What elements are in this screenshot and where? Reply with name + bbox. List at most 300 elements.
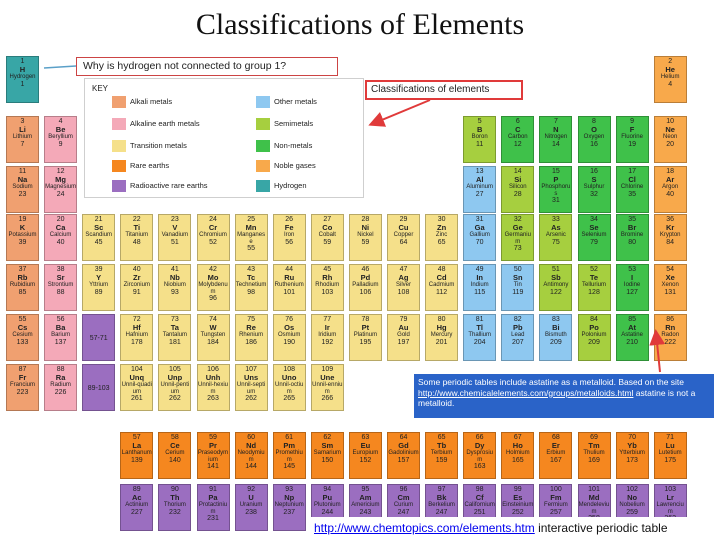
element-number: 60 bbox=[247, 434, 255, 441]
element-name: Titanium bbox=[125, 231, 149, 238]
element-symbol: He bbox=[665, 64, 675, 74]
element-cell bbox=[501, 116, 534, 163]
element-name: Technetium bbox=[235, 281, 267, 288]
element-number: 4 bbox=[58, 118, 63, 125]
element-number: 52 bbox=[590, 266, 598, 273]
element-cell bbox=[425, 264, 458, 311]
element-number: 90 bbox=[170, 486, 179, 493]
element-cell bbox=[578, 214, 611, 261]
element-number: 38 bbox=[56, 266, 65, 273]
element-mass: 1 bbox=[20, 80, 25, 88]
element-name: Lawrencium bbox=[656, 501, 684, 515]
element-symbol: Yb bbox=[627, 440, 637, 450]
element-symbol: Pb bbox=[513, 322, 523, 332]
element-symbol: Th bbox=[170, 492, 180, 502]
element-name: Helium bbox=[660, 73, 680, 80]
hydrogen-question-text: Why is hydrogen not connected to group 1? bbox=[83, 60, 287, 72]
element-number: 28 bbox=[361, 216, 370, 223]
element-symbol: In bbox=[476, 272, 484, 282]
element-mass: 84 bbox=[666, 238, 675, 246]
element-mass: 137 bbox=[54, 338, 67, 346]
element-cell bbox=[539, 264, 572, 311]
element-symbol: Re bbox=[246, 322, 256, 332]
element-symbol: Sm bbox=[321, 440, 334, 450]
element-cell bbox=[349, 214, 382, 261]
element-cell bbox=[120, 432, 153, 479]
legend-label: Transition metals bbox=[130, 141, 187, 150]
element-number: 73 bbox=[170, 316, 179, 323]
element-number: 29 bbox=[399, 216, 408, 223]
element-symbol: Fm bbox=[550, 492, 562, 502]
element-cell bbox=[425, 214, 458, 261]
element-name: Strontium bbox=[47, 281, 74, 288]
element-cell bbox=[539, 432, 572, 479]
element-mass: 39 bbox=[18, 238, 27, 246]
element-name: Iron bbox=[284, 231, 295, 238]
element-number: 77 bbox=[323, 316, 332, 323]
element-number: 25 bbox=[247, 216, 255, 223]
element-cell bbox=[197, 214, 230, 261]
element-cell bbox=[501, 214, 534, 261]
legend-label: Other metals bbox=[274, 97, 317, 106]
element-name: Radon bbox=[661, 331, 680, 338]
element-name: Cerium bbox=[165, 449, 185, 456]
element-cell bbox=[158, 314, 191, 361]
element-mass: 247 bbox=[397, 508, 410, 516]
element-number: 68 bbox=[551, 434, 560, 441]
element-name: Fluorine bbox=[621, 133, 643, 140]
element-name: Unnil-septium bbox=[236, 381, 266, 395]
element-number: 79 bbox=[399, 316, 408, 323]
element-cell bbox=[158, 364, 191, 411]
element-cell bbox=[311, 214, 344, 261]
element-mass: 106 bbox=[359, 288, 372, 296]
element-cell bbox=[44, 214, 77, 261]
element-cell bbox=[235, 314, 268, 361]
element-number: 80 bbox=[437, 316, 446, 323]
element-mass: 40 bbox=[666, 190, 675, 198]
element-symbol: W bbox=[209, 322, 217, 332]
element-number: 5 bbox=[477, 118, 482, 125]
element-name: Chlorine bbox=[620, 183, 644, 190]
metalloids-link[interactable]: http://www.chemicalelements.com/groups/metalloids.html bbox=[418, 387, 634, 398]
element-mass: 186 bbox=[245, 338, 257, 346]
element-mass: 145 bbox=[283, 463, 296, 471]
element-cell bbox=[235, 264, 268, 311]
element-symbol: Sn bbox=[513, 272, 523, 282]
element-name: Rhodium bbox=[315, 281, 340, 288]
element-name: Rhenium bbox=[239, 331, 264, 338]
element-number: 47 bbox=[399, 266, 408, 273]
element-cell bbox=[654, 314, 687, 361]
element-symbol: Zn bbox=[437, 222, 447, 232]
legend-swatch bbox=[256, 118, 270, 130]
element-cell bbox=[349, 264, 382, 311]
element-name: Unnil-ennium bbox=[312, 381, 343, 395]
element-symbol: Pa bbox=[208, 492, 218, 502]
element-symbol: Cd bbox=[436, 272, 447, 282]
element-number: 22 bbox=[132, 216, 141, 223]
element-number: 69 bbox=[590, 434, 598, 441]
classifications-callout bbox=[365, 80, 523, 100]
element-cell bbox=[311, 314, 344, 361]
element-name: Praseodymium bbox=[197, 449, 229, 463]
element-cell bbox=[197, 432, 230, 479]
element-symbol: Ta bbox=[170, 322, 179, 332]
element-name: Silicon bbox=[508, 183, 527, 190]
element-number: 6 bbox=[515, 118, 520, 125]
element-name: Neon bbox=[663, 133, 678, 140]
element-symbol: K bbox=[19, 222, 26, 232]
element-mass: 167 bbox=[550, 456, 562, 464]
element-number: 32 bbox=[513, 216, 522, 223]
element-mass: 207 bbox=[511, 338, 524, 346]
element-name: Tellurium bbox=[581, 281, 606, 288]
element-symbol: Tc bbox=[246, 272, 256, 282]
element-name: Mendelevium bbox=[578, 501, 610, 515]
element-name: Californium bbox=[464, 501, 495, 508]
element-cell bbox=[501, 432, 534, 479]
element-symbol: Es bbox=[513, 492, 523, 502]
element-name: Krypton bbox=[659, 231, 681, 238]
element-mass: 163 bbox=[473, 463, 486, 471]
element-number: 33 bbox=[551, 216, 560, 223]
element-name: Unnil-quadium bbox=[121, 381, 152, 395]
element-cell bbox=[578, 264, 611, 311]
element-number: 54 bbox=[666, 266, 675, 273]
element-symbol: Te bbox=[589, 272, 599, 282]
element-name: Francium bbox=[9, 381, 35, 388]
element-name: Lead bbox=[511, 331, 525, 338]
element-cell bbox=[616, 116, 649, 163]
element-name: Antimony bbox=[543, 281, 569, 288]
legend-swatch bbox=[256, 180, 270, 192]
element-number: 66 bbox=[475, 434, 484, 441]
element-number: 43 bbox=[247, 266, 255, 273]
element-cell bbox=[158, 264, 191, 311]
element-cell bbox=[6, 264, 39, 311]
element-symbol: Xe bbox=[665, 272, 675, 282]
element-number: 8 bbox=[592, 118, 596, 125]
element-mass: 108 bbox=[397, 288, 410, 296]
element-name: Gallium bbox=[469, 231, 490, 238]
element-number: 96 bbox=[399, 486, 408, 493]
element-cell bbox=[654, 166, 687, 213]
legend-swatch bbox=[112, 96, 126, 108]
element-name: Holmium bbox=[505, 449, 530, 456]
element-mass: 131 bbox=[664, 288, 677, 296]
element-symbol: Se bbox=[589, 222, 599, 232]
element-mass: 96 bbox=[209, 295, 217, 303]
element-mass: 19 bbox=[628, 140, 636, 148]
element-mass: 79 bbox=[590, 238, 598, 246]
element-mass: 169 bbox=[588, 456, 600, 464]
element-number: 48 bbox=[437, 266, 446, 273]
element-symbol: Rh bbox=[322, 272, 333, 282]
element-symbol: Fr bbox=[18, 372, 27, 382]
footer-text: interactive periodic table bbox=[534, 521, 668, 535]
element-mass: 226 bbox=[54, 388, 67, 396]
element-symbol: Cr bbox=[208, 222, 218, 232]
element-number: 46 bbox=[361, 266, 370, 273]
element-number: 63 bbox=[361, 434, 370, 441]
element-name: Copper bbox=[393, 231, 414, 238]
element-cell bbox=[463, 214, 496, 261]
element-number: 23 bbox=[170, 216, 179, 223]
element-mass: 150 bbox=[321, 456, 334, 464]
element-name: Fermium bbox=[544, 501, 568, 508]
element-number: 53 bbox=[628, 266, 636, 273]
element-number: 24 bbox=[209, 216, 217, 223]
element-cell bbox=[44, 116, 77, 163]
element-symbol: Tl bbox=[476, 322, 484, 332]
element-symbol: Ga bbox=[474, 222, 485, 232]
element-name: Iodine bbox=[623, 281, 641, 288]
element-mass: 223 bbox=[16, 388, 29, 396]
element-name: Neodymium bbox=[237, 449, 265, 463]
element-mass: 112 bbox=[436, 288, 448, 296]
legend-label: Hydrogen bbox=[274, 181, 307, 190]
element-symbol: Au bbox=[398, 322, 409, 332]
element-mass: 24 bbox=[56, 190, 65, 198]
element-mass: 262 bbox=[245, 395, 257, 403]
element-number: 31 bbox=[475, 216, 484, 223]
element-name: Americium bbox=[351, 501, 380, 508]
element-name: Gold bbox=[397, 331, 410, 338]
element-mass: 98 bbox=[247, 288, 255, 296]
element-number: 108 bbox=[283, 366, 296, 373]
element-mass: 89 bbox=[94, 288, 103, 296]
element-symbol: Dy bbox=[474, 440, 485, 450]
element-number: 104 bbox=[130, 366, 143, 373]
element-cell bbox=[539, 166, 572, 213]
element-mass: 238 bbox=[245, 508, 257, 516]
element-number: 57 bbox=[132, 434, 141, 441]
element-symbol: Ce bbox=[170, 440, 180, 450]
element-symbol: Br bbox=[627, 222, 637, 232]
element-symbol: Pr bbox=[209, 440, 217, 450]
chemtopics-link[interactable]: http://www.chemtopics.com/elements.htm bbox=[314, 521, 535, 535]
legend-swatch bbox=[112, 160, 126, 172]
element-cell bbox=[349, 432, 382, 479]
element-symbol: Sb bbox=[551, 272, 561, 282]
element-cell bbox=[235, 214, 268, 261]
element-mass: 252 bbox=[511, 508, 524, 516]
element-name: Phosphorus bbox=[541, 183, 571, 197]
element-name: Erbium bbox=[546, 449, 566, 456]
element-number: 76 bbox=[285, 316, 294, 323]
element-cell bbox=[425, 432, 458, 479]
element-cell bbox=[235, 432, 268, 479]
element-name: Dysprosium bbox=[466, 449, 494, 463]
element-mass: 56 bbox=[285, 238, 294, 246]
element-mass: 192 bbox=[321, 338, 334, 346]
element-number: 91 bbox=[209, 486, 217, 493]
element-symbol: No bbox=[627, 492, 638, 502]
element-cell bbox=[44, 166, 77, 213]
element-cell bbox=[539, 314, 572, 361]
element-cell bbox=[463, 166, 496, 213]
element-name: Argon bbox=[662, 183, 679, 190]
element-name: Unnil-pentium bbox=[160, 381, 190, 395]
element-name: Germanium bbox=[504, 231, 531, 245]
astatine-note bbox=[414, 374, 714, 418]
element-symbol: N bbox=[553, 124, 559, 134]
element-symbol: Bi bbox=[552, 322, 560, 332]
element-symbol: At bbox=[628, 322, 637, 332]
element-symbol: P bbox=[553, 174, 559, 184]
element-mass: 165 bbox=[511, 456, 524, 464]
element-name: Cadmium bbox=[428, 281, 455, 288]
element-mass: 128 bbox=[588, 288, 600, 296]
element-mass: 175 bbox=[664, 456, 677, 464]
element-symbol: Al bbox=[475, 174, 484, 184]
element-symbol: Pm bbox=[283, 440, 296, 450]
element-number: 58 bbox=[170, 434, 179, 441]
element-mass: 16 bbox=[590, 140, 598, 148]
element-name: Platinum bbox=[353, 331, 378, 338]
element-number: 88 bbox=[56, 366, 65, 373]
element-cell bbox=[44, 364, 77, 411]
element-mass: 209 bbox=[550, 338, 562, 346]
element-symbol: Np bbox=[284, 492, 295, 502]
element-mass: 14 bbox=[551, 140, 560, 148]
element-cell bbox=[44, 264, 77, 311]
element-name: Chromium bbox=[199, 231, 227, 238]
element-name: Promethium bbox=[275, 449, 303, 463]
element-number: 84 bbox=[590, 316, 598, 323]
element-cell bbox=[158, 484, 191, 531]
element-name: Beryllium bbox=[48, 133, 73, 140]
hydrogen-question-callout bbox=[76, 57, 338, 76]
element-mass: 139 bbox=[130, 456, 143, 464]
element-symbol: Ca bbox=[55, 222, 66, 232]
element-name: Xenon bbox=[661, 281, 679, 288]
element-mass: 103 bbox=[321, 288, 334, 296]
element-number: 7 bbox=[553, 118, 558, 125]
element-cell bbox=[311, 264, 344, 311]
element-number: 2 bbox=[668, 58, 673, 65]
element-name: Tantalum bbox=[162, 331, 188, 338]
element-number: 87 bbox=[18, 366, 27, 373]
element-mass: 263 bbox=[207, 395, 219, 403]
element-name: Palladium bbox=[352, 281, 379, 288]
legend-swatch bbox=[112, 140, 126, 152]
element-symbol: Gd bbox=[398, 440, 409, 450]
element-cell bbox=[539, 116, 572, 163]
element-symbol: Cm bbox=[397, 492, 410, 502]
element-number: 39 bbox=[94, 266, 103, 273]
element-cell bbox=[654, 214, 687, 261]
element-symbol: H bbox=[19, 64, 26, 74]
element-symbol: Cu bbox=[398, 222, 409, 232]
element-mass: 88 bbox=[56, 288, 65, 296]
element-number: 1 bbox=[20, 58, 25, 65]
element-mass: 11 bbox=[476, 140, 484, 148]
element-number: 103 bbox=[664, 486, 677, 493]
element-mass: 173 bbox=[626, 456, 638, 464]
element-number: 101 bbox=[588, 486, 600, 493]
element-mass: 59 bbox=[323, 238, 332, 246]
element-name: Curium bbox=[393, 501, 414, 508]
element-symbol: Ge bbox=[512, 222, 523, 232]
element-symbol: V bbox=[172, 222, 178, 232]
element-number: 92 bbox=[247, 486, 255, 493]
element-number: 100 bbox=[550, 486, 562, 493]
element-number: 99 bbox=[513, 486, 522, 493]
element-symbol: Une bbox=[320, 372, 335, 382]
element-mass: 65 bbox=[437, 238, 446, 246]
element-name: Bromine bbox=[620, 231, 644, 238]
element-number: 27 bbox=[323, 216, 332, 223]
element-mass: 231 bbox=[207, 515, 219, 523]
element-name: Gadolinium bbox=[388, 449, 419, 456]
element-name: Carbon bbox=[507, 133, 528, 140]
legend-label: Non-metals bbox=[274, 141, 313, 150]
element-number: 75 bbox=[247, 316, 255, 323]
element-name: Silver bbox=[395, 281, 411, 288]
legend-panel bbox=[84, 78, 364, 198]
element-name: Lanthanum bbox=[121, 449, 152, 456]
element-mass: 115 bbox=[474, 288, 486, 296]
page-title: Classifications of Elements bbox=[195, 8, 525, 41]
element-cell bbox=[616, 166, 649, 213]
element-number: 83 bbox=[551, 316, 560, 323]
element-symbol: Kr bbox=[666, 222, 675, 232]
element-mass: 197 bbox=[397, 338, 410, 346]
element-cell bbox=[578, 116, 611, 163]
element-number: 62 bbox=[323, 434, 332, 441]
element-mass: 4 bbox=[668, 80, 673, 88]
element-symbol: Cf bbox=[475, 492, 484, 502]
element-symbol: Pd bbox=[360, 272, 371, 282]
element-name: Selenium bbox=[581, 231, 607, 238]
element-cell bbox=[158, 432, 191, 479]
element-mass: 127 bbox=[626, 288, 638, 296]
element-name: Cobalt bbox=[318, 231, 336, 238]
element-symbol: Lr bbox=[666, 492, 674, 502]
element-name: Aluminum bbox=[466, 183, 494, 190]
element-name: Thallium bbox=[468, 331, 492, 338]
element-mass: 259 bbox=[626, 508, 638, 516]
element-mass: 209 bbox=[588, 338, 600, 346]
element-number: 11 bbox=[18, 168, 27, 175]
element-mass: 204 bbox=[473, 338, 486, 346]
element-mass: 257 bbox=[550, 508, 562, 516]
element-symbol: Os bbox=[284, 322, 295, 332]
element-mass: 31 bbox=[551, 197, 560, 205]
element-cell bbox=[273, 214, 306, 261]
element-name: Zinc bbox=[435, 231, 448, 238]
element-number: 93 bbox=[285, 486, 294, 493]
element-symbol: Tb bbox=[437, 440, 447, 450]
element-name: Hafnium bbox=[125, 331, 148, 338]
element-mass: 93 bbox=[170, 288, 179, 296]
element-name: Actinium bbox=[125, 501, 149, 508]
element-mass: 28 bbox=[513, 190, 522, 198]
element-symbol: O bbox=[591, 124, 597, 134]
element-name: Ytterbium bbox=[619, 449, 645, 456]
element-symbol: Zr bbox=[133, 272, 141, 282]
element-number: 17 bbox=[628, 168, 636, 175]
element-symbol: Nd bbox=[246, 440, 257, 450]
element-symbol: Fe bbox=[284, 222, 294, 232]
element-symbol: Rb bbox=[17, 272, 28, 282]
element-cell bbox=[120, 364, 153, 411]
element-mass: 40 bbox=[56, 238, 65, 246]
element-number: 98 bbox=[475, 486, 484, 493]
element-number: 30 bbox=[437, 216, 446, 223]
